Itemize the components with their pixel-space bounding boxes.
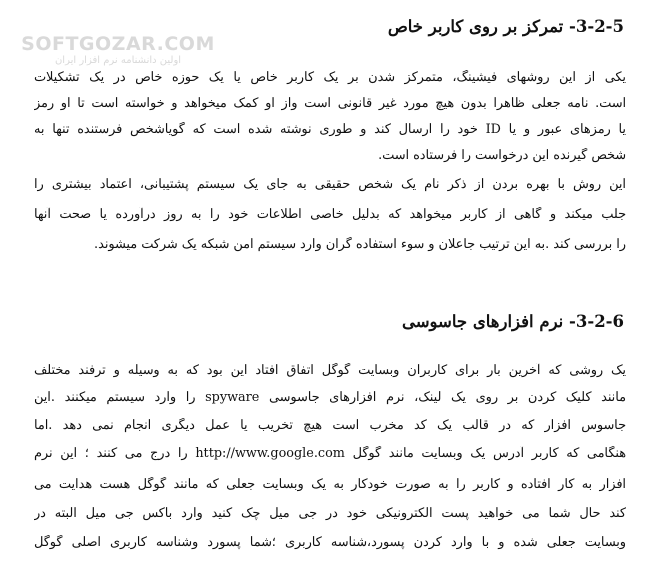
paragraph-line: است. نامه جعلی ظاهرا بدون هیچ مورد غیر قانونی است واز او کمک میخواهد و خواسته است تا او رمز <box>34 96 626 111</box>
section-heading-focus-user: 3-2-5- تمرکز بر روی کاربر خاص <box>387 17 624 36</box>
paragraph-line: افزار به کار افتاده و کاربر را به صورت خودکار به یک وبسایت جعلی که مانند گوگل هست هدایت می <box>34 477 626 492</box>
watermark-main-text: SOFTGOZAR.COM <box>21 33 215 55</box>
paragraph-line: وبسایت جعلی شده و با وارد کردن پسورد،شناسه کاربری ؛شما پسورد وشناسه کاربری اصلی گوگل <box>34 535 626 550</box>
paragraph-line: هنگامی که کاربر آدرس یک وبسایت مانند گوگل http://www.google.com را درج می کنند ؛ این نرم <box>34 446 626 461</box>
paragraph-line: شخص گیرنده این درخواست را فرستاده است. <box>378 148 626 163</box>
paragraph-line: را بررسی کند .به این ترتیب جاعلان و سوء استفاده گران وارد سیستم امن شبکه یک شرکت میشوند. <box>94 237 626 252</box>
paragraph-line: این روش با بهره بردن از ذکر نام یک شخص حقیقی به جای یک سیستم پشتیبانی، اعتماد بیشتری را <box>34 177 626 192</box>
paragraph-line: یک روشی که آخرین بار برای کاربران وبسایت گوگل اتفاق افتاد این بود که به وسیله و ترفند مختلف <box>34 363 626 378</box>
paragraph-line: مانند کلیک کردن بر روی یک لینک، نرم افزارهای جاسوسی spyware را وارد سیستم میکنند .این <box>34 390 626 405</box>
paragraph-line: کند حال شما می خواهید پست الکترونیکی خود در جی میل چک کنید وارد باکس جی میل البته در <box>34 506 626 521</box>
paragraph-line: جلب میکند و گاهی از کاربر میخواهد که بدلیل خاصی اطلاعات خود را به روز درآورده یا صحت آنها <box>34 207 626 222</box>
section-heading-spyware: 3-2-6- نرم افزارهای جاسوسی <box>401 312 624 331</box>
watermark-sub-text: اولین دانشنامه نرم افزار ایران <box>54 54 182 66</box>
paragraph-line: جاسوس افزار که در قالب یک کد مخرب است هیچ تخریب یا عمل دیگری انجام نمی دهد .اما <box>34 418 626 433</box>
paragraph-line: یکی از این روشهای فیشینگ، متمرکز شدن بر یک کاربر خاص یا یک حوزه خاص در یک تشکیلات <box>34 70 626 85</box>
paragraph-line: یا رمزهای عبور و یا ID خود را ارسال کند و طوری نوشته شده است که گویاشخص فرستنده تنها به <box>34 122 626 137</box>
